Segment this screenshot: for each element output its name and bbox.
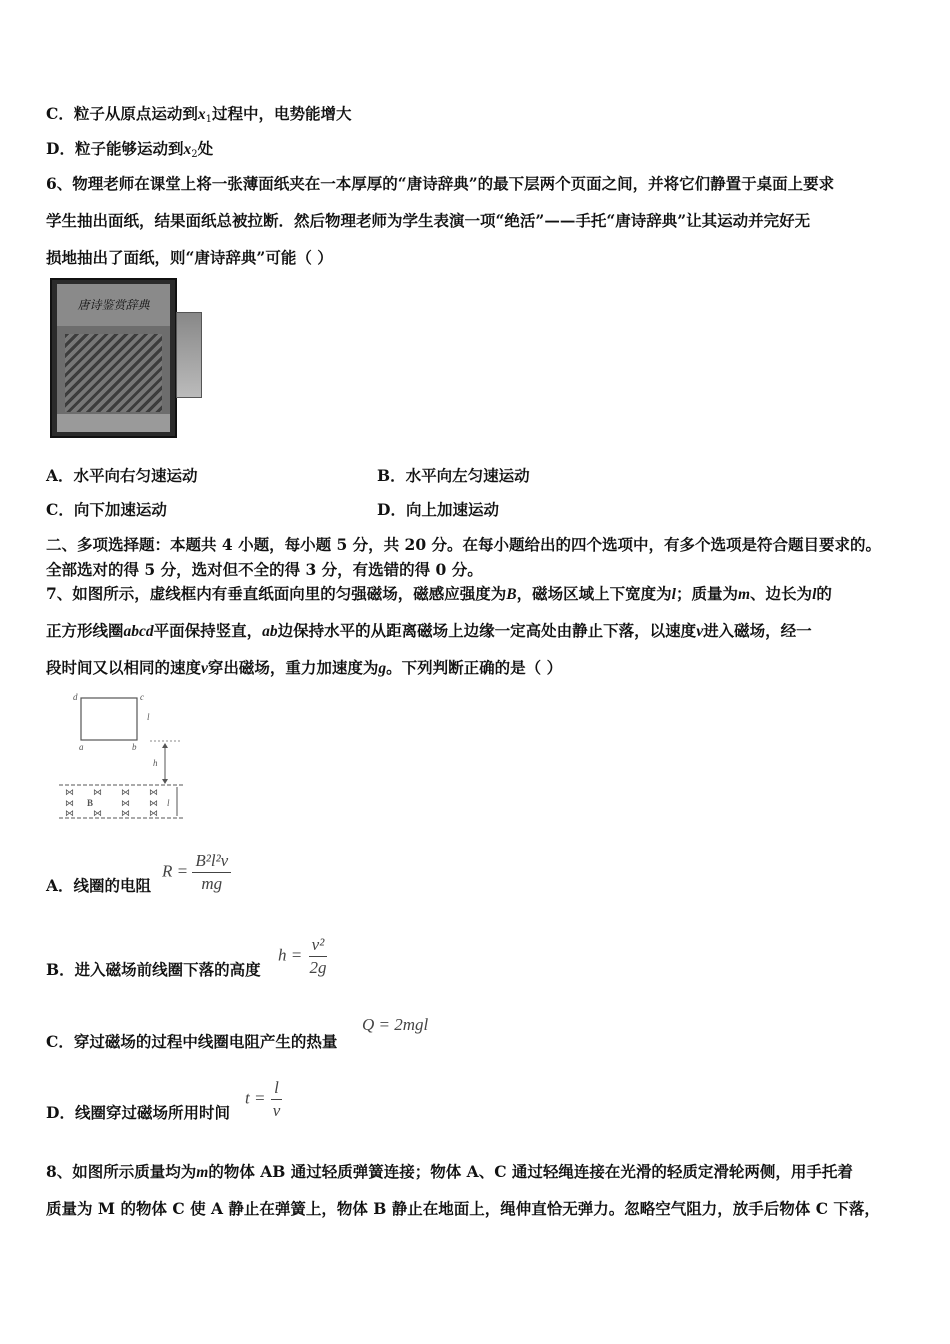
q6-option-d: D．向上加速运动 — [377, 500, 499, 519]
label-B: B — [87, 798, 94, 808]
dictionary-title: 唐诗鉴赏辞典 — [57, 284, 170, 326]
q7-text: 、边长为 — [750, 584, 813, 603]
q7-option-b: B．进入磁场前线圈下落的高度 — [46, 960, 261, 979]
q6-option-c: C．向下加速运动 — [46, 500, 167, 519]
formula-lhs: h = — [278, 945, 303, 965]
svg-text:⋈: ⋈ — [149, 809, 158, 819]
var-ab: ab — [262, 623, 278, 640]
section2-line-1: 二、多项选择题：本题共 4 小题，每小题 5 分，共 20 分。在每小题给出的四个选项中，有多个选项是符合题目要求的。 — [46, 535, 882, 554]
cover-bottom-band — [57, 414, 170, 432]
q6-line-2: 学生抽出面纸，结果面纸总被拉断．然后物理老师为学生表演一项“绝活”——手托“唐诗辞典”让其运动并完好无 — [46, 211, 811, 230]
svg-text:⋈: ⋈ — [93, 809, 102, 819]
label-d: d — [73, 692, 78, 702]
subscript: 1 — [205, 114, 212, 125]
label-l-width: l — [167, 798, 170, 808]
q5-option-c — [46, 102, 351, 125]
q7-option-d: D．线圈穿过磁场所用时间 — [46, 1103, 230, 1122]
svg-text:⋈: ⋈ — [65, 799, 74, 809]
q7-text: 平面保持竖直， — [153, 621, 263, 640]
q8-line-1 — [46, 1160, 853, 1182]
q6-line-1: 6、物理老师在课堂上将一张薄面纸夹在一本厚厚的“唐诗辞典”的最下层两个页面之间，并将它们静置于桌面上要求 — [46, 174, 835, 193]
label-b: b — [132, 742, 137, 752]
var-v: v — [201, 660, 208, 677]
svg-text:⋈: ⋈ — [65, 788, 74, 798]
denominator: v — [272, 1101, 281, 1120]
var-m: m — [196, 1164, 209, 1181]
q8-text: 8、如图所示质量均为 — [46, 1162, 197, 1181]
q8-text: 的物体 AB 通过轻质弹簧连接；物体 A、C 通过轻绳连接在光滑的轻质定滑轮两侧，用手托着 — [208, 1162, 853, 1181]
q7-option-a: A．线圈的电阻 — [46, 876, 152, 895]
label-a: a — [79, 742, 84, 752]
q7-text: 进入磁场，经一 — [703, 621, 812, 640]
label-c: c — [140, 692, 144, 702]
magnetic-field-diagram — [55, 690, 195, 825]
svg-text:⋈: ⋈ — [121, 799, 130, 809]
q7-text: ；质量为 — [675, 584, 738, 603]
q7-text: 7、如图所示，虚线框内有垂直纸面向里的匀强磁场，磁感应强度为 — [46, 584, 507, 603]
q7-option-c: C．穿过磁场的过程中线圈电阻产生的热量 — [46, 1032, 338, 1051]
numerator: l — [271, 1077, 282, 1100]
formula-height — [278, 934, 329, 979]
numerator: B²l²v — [192, 850, 231, 873]
q7-text: 段时间又以相同的速度 — [46, 658, 202, 677]
svg-text:⋈: ⋈ — [149, 799, 158, 809]
dictionary-cover — [57, 284, 170, 432]
formula-heat: Q = 2mgl — [362, 1015, 429, 1034]
formula-resistance — [162, 850, 231, 895]
fraction — [270, 1077, 284, 1122]
q7-line-3 — [46, 656, 562, 678]
option-d-suffix: 处 — [197, 139, 214, 158]
dictionary-photo — [50, 278, 177, 438]
var-l: l — [812, 586, 817, 603]
var-abcd: abcd — [123, 623, 154, 640]
q7-line-2 — [46, 619, 812, 641]
subscript: 2 — [191, 149, 198, 160]
q7-text: 的 — [816, 584, 832, 603]
q6-option-b: B．水平向左匀速运动 — [377, 466, 530, 485]
formula-time — [245, 1077, 283, 1122]
svg-text:⋈: ⋈ — [121, 788, 130, 798]
label-l-side: l — [147, 712, 150, 722]
var-x: x — [197, 106, 206, 123]
var-g: g — [378, 660, 387, 677]
q7-text: ，磁场区域上下宽度为 — [516, 584, 672, 603]
q7-text: 。下列判断正确的是（ ） — [386, 658, 563, 677]
formula-lhs: R = — [162, 861, 189, 881]
svg-text:⋈: ⋈ — [65, 809, 74, 819]
tissue-paper — [176, 312, 202, 398]
svg-text:⋈: ⋈ — [93, 788, 102, 798]
var-v: v — [696, 623, 704, 640]
formula-lhs: t = — [245, 1088, 266, 1108]
svg-text:⋈: ⋈ — [149, 788, 158, 798]
option-c-text: C．粒子从原点运动到 — [46, 104, 198, 123]
fraction — [192, 850, 231, 895]
arrow-head-up — [162, 743, 168, 748]
cover-illustration — [65, 334, 162, 412]
var-l: l — [671, 586, 676, 603]
option-d-text: D．粒子能够运动到 — [46, 139, 184, 158]
q5-option-d — [46, 137, 213, 160]
q6-option-a: A．水平向右匀速运动 — [46, 466, 198, 485]
q6-line-3: 损地抽出了面纸，则“唐诗辞典”可能（ ） — [46, 248, 333, 267]
coil-square — [81, 698, 137, 740]
q7-text: 边保持水平的从距离磁场上边缘一定高处由静止下落，以速度 — [277, 621, 697, 640]
fraction — [306, 934, 329, 979]
denominator: mg — [201, 874, 223, 893]
arrow-head-down — [162, 779, 168, 784]
numerator: v² — [309, 934, 328, 957]
q7-text: 穿出磁场，重力加速度为 — [207, 658, 379, 677]
label-h: h — [153, 758, 158, 768]
var-m: m — [737, 586, 751, 603]
denominator: 2g — [309, 958, 327, 977]
q7-text: 正方形线圈 — [46, 621, 124, 640]
q8-line-2: 质量为 M 的物体 C 使 A 静止在弹簧上，物体 B 静止在地面上，绳伸直恰无弹力。忽略空气阻力，放手后物体 C 下落， — [46, 1199, 880, 1218]
var-B: B — [506, 586, 517, 603]
svg-text:⋈: ⋈ — [121, 809, 130, 819]
var-x: x — [183, 141, 192, 158]
section2-line-2: 全部选对的得 5 分，选对但不全的得 3 分，有选错的得 0 分。 — [46, 560, 483, 579]
option-c-suffix: 过程中，电势能增大 — [211, 104, 352, 123]
q7-line-1 — [46, 582, 832, 604]
field-markers — [65, 788, 158, 819]
